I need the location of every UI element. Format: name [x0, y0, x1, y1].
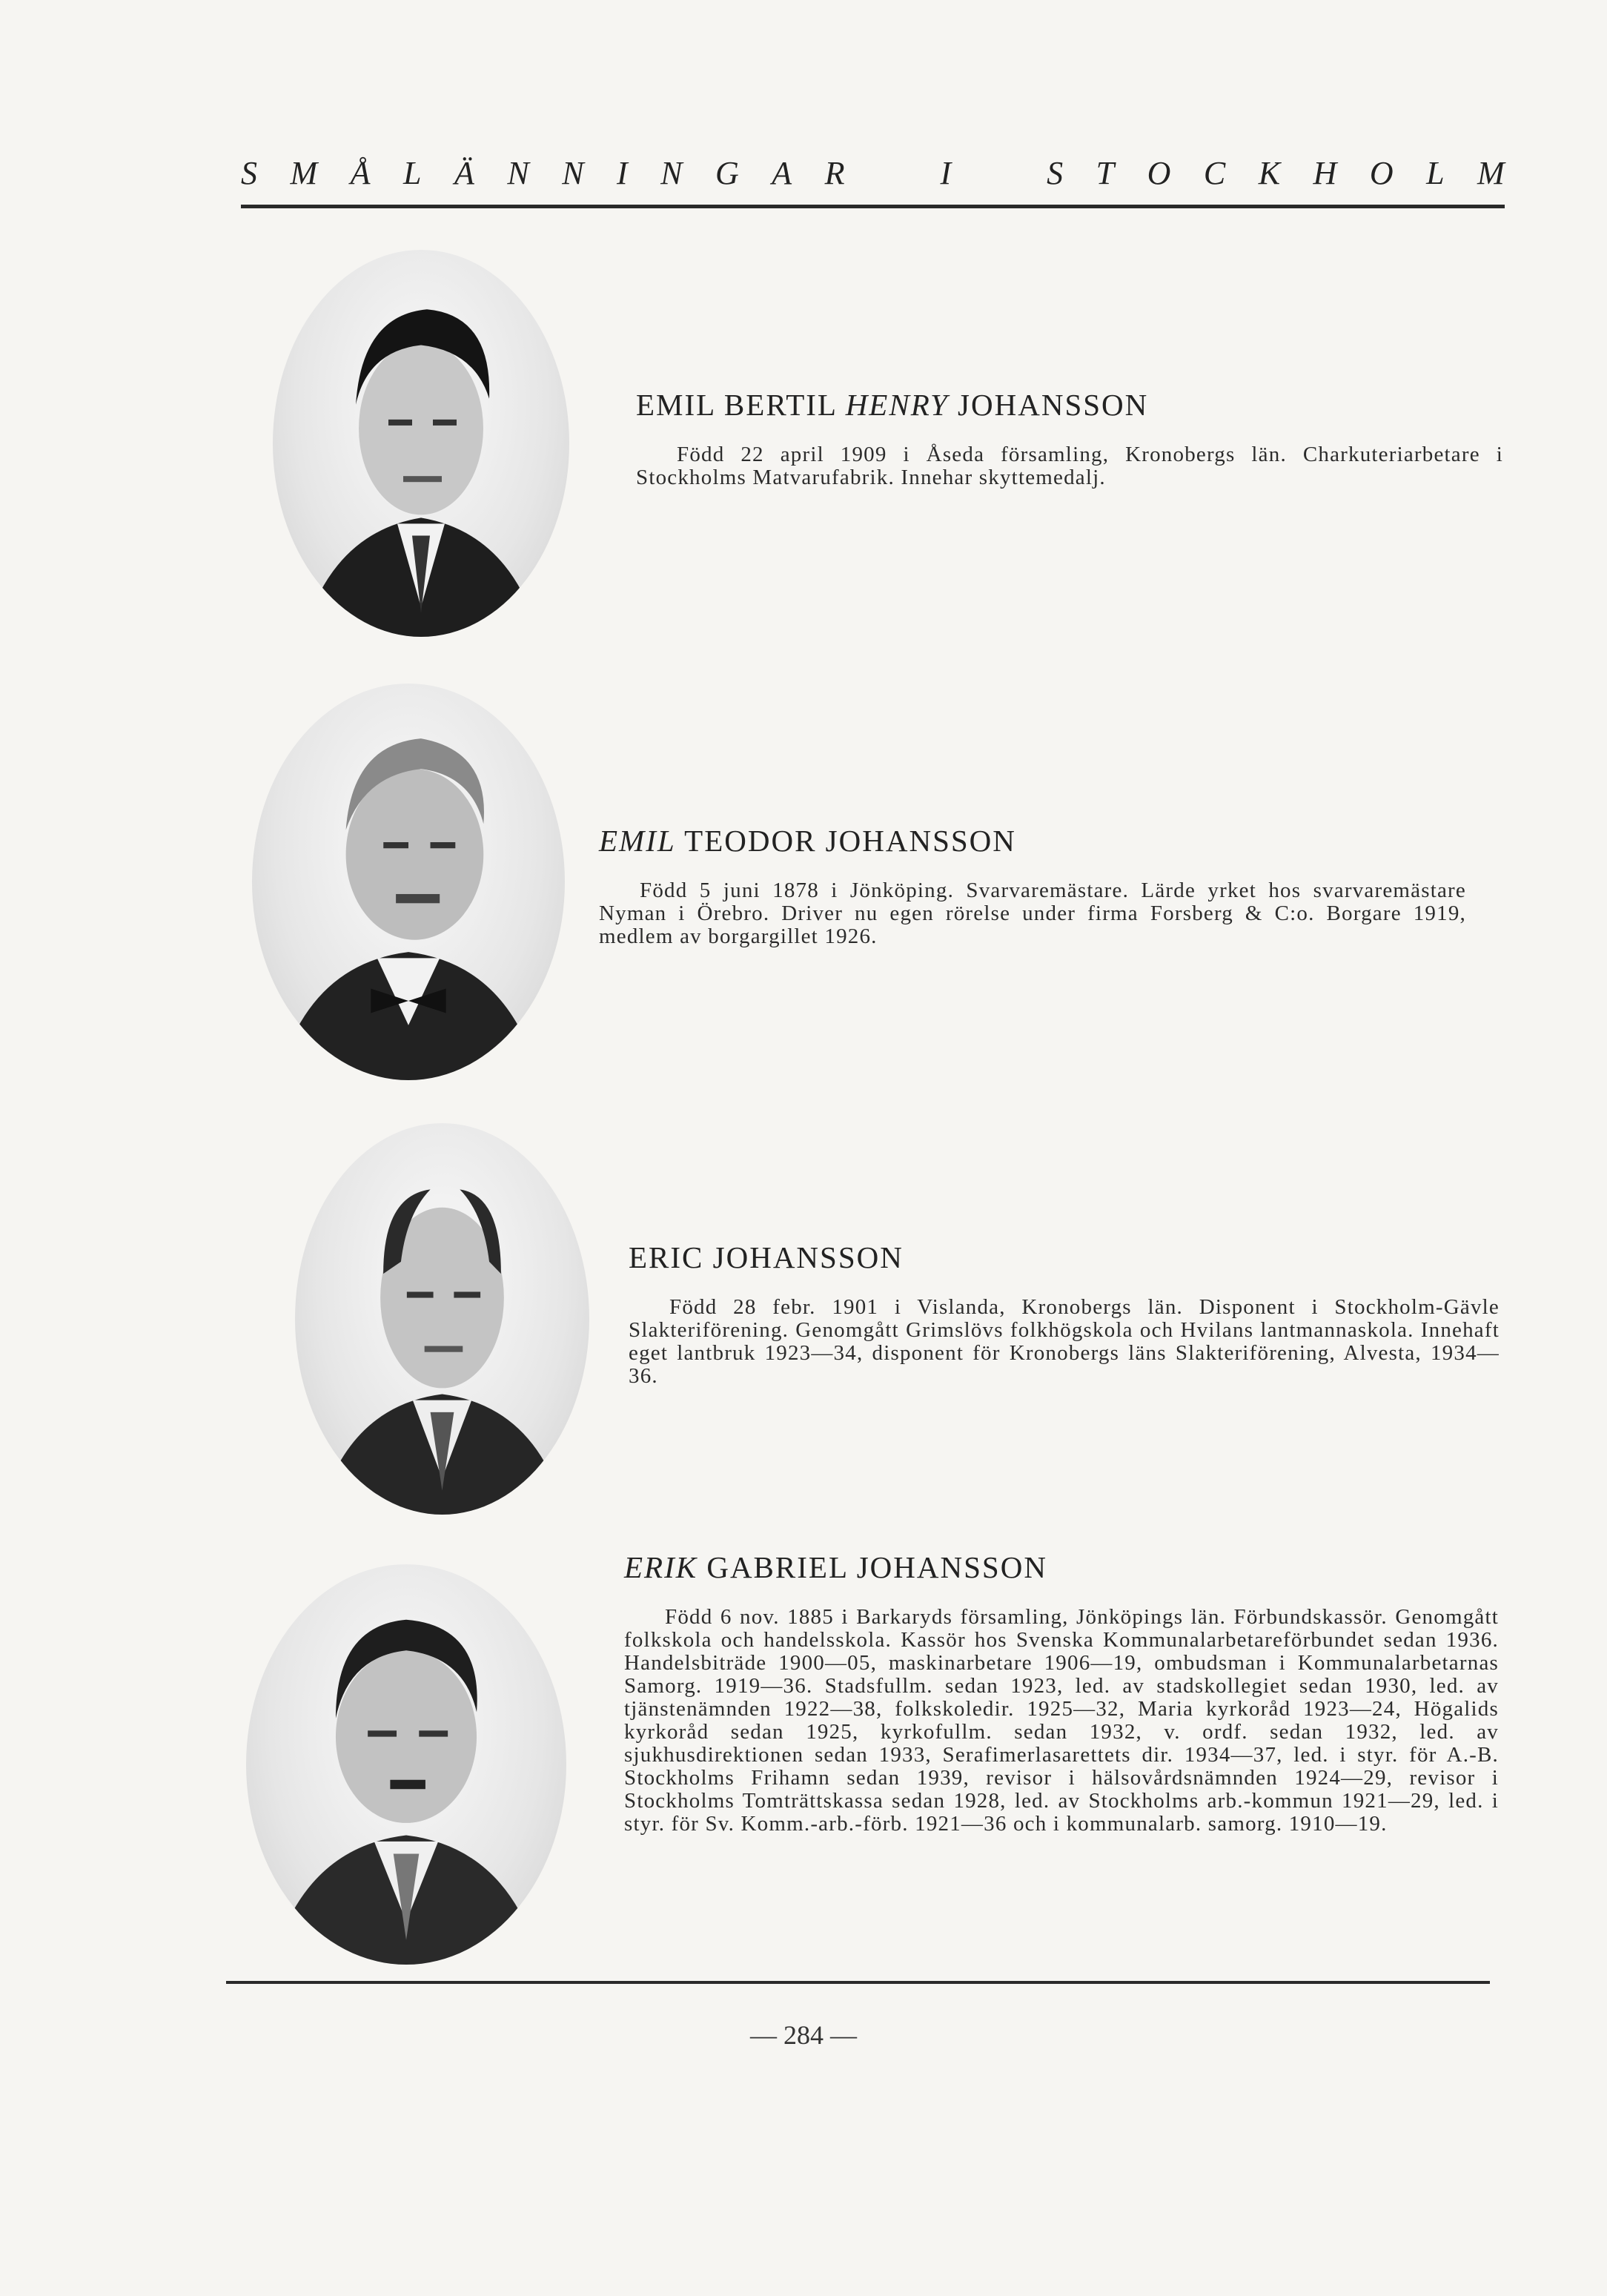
portrait-photo	[252, 684, 565, 1080]
portrait-photo	[246, 1564, 566, 1965]
person-name	[636, 387, 1503, 423]
header-letter: R	[824, 155, 845, 191]
page-number: — 284 —	[750, 2020, 857, 2050]
biography-entry	[629, 1240, 1500, 1388]
header-letter: K	[1258, 155, 1281, 191]
header-letter: G	[715, 155, 739, 191]
portrait-photo	[273, 250, 569, 637]
header-letter: N	[507, 155, 529, 191]
header-letter: T	[1096, 155, 1115, 191]
header-letter: Ä	[454, 155, 474, 191]
biography-text: Född 28 febr. 1901 i Vislanda, Kronobergs län. Disponent i Stockholm-Gävle Slakteriförening. Genomgått Grimslövs folkhögskola och Hvilans lantmannaskola. Innehaft eget lantbruk 1923—34, disponent för Kronobergs läns Slakteriförening, Alvesta, 1934—36.	[629, 1295, 1500, 1388]
header-letter: L	[403, 155, 422, 191]
header-spacer	[984, 154, 1014, 192]
biography-text: Född 22 april 1909 i Åseda församling, Kronobergs län. Charkuteriarbetare i Stockholms Matvarufabrik. Innehar skyttemedalj.	[636, 443, 1503, 489]
header-letter: I	[940, 155, 952, 191]
footer-rule	[226, 1981, 1490, 1984]
header-letter: O	[1147, 155, 1171, 191]
biography-entry	[599, 823, 1466, 948]
header-letter: O	[1369, 155, 1394, 191]
person-name	[624, 1549, 1499, 1585]
name-called: EMIL	[599, 824, 676, 858]
name-part: TEODOR JOHANSSON	[675, 824, 1016, 858]
header-spacer	[878, 154, 907, 192]
header-letter: Å	[350, 155, 371, 191]
header-letter: S	[241, 155, 257, 191]
name-called: HENRY	[845, 388, 949, 422]
name-called: ERIK	[624, 1550, 698, 1584]
header-letter: N	[562, 155, 584, 191]
header-letter: I	[617, 155, 628, 191]
header-letter: A	[772, 155, 792, 191]
header-letter: M	[1477, 155, 1505, 191]
header-letter: S	[1047, 155, 1064, 191]
person-name	[599, 823, 1466, 858]
name-part: JOHANSSON	[948, 388, 1149, 422]
header-letter: H	[1313, 155, 1337, 191]
header-letter: N	[660, 155, 683, 191]
person-name	[629, 1240, 1500, 1275]
running-header	[241, 154, 1505, 192]
header-rule	[241, 205, 1505, 208]
name-part: GABRIEL JOHANSSON	[698, 1550, 1047, 1584]
biography-entry	[624, 1549, 1499, 1836]
biography-text: Född 5 juni 1878 i Jönköping. Svarvaremästare. Lärde yrket hos svarvaremästare Nyman i Örebro. Driver nu egen rörelse under firma Forsberg & C:o. Borgare 1919, medlem av borgargillet 1926.	[599, 879, 1466, 948]
name-part: ERIC JOHANSSON	[629, 1240, 904, 1274]
header-letter: C	[1203, 155, 1226, 191]
name-part: EMIL BERTIL	[636, 388, 846, 422]
portrait-photo	[295, 1123, 589, 1515]
header-letter: M	[290, 155, 318, 191]
biography-entry	[636, 387, 1503, 489]
header-letter: L	[1426, 155, 1445, 191]
biography-text: Född 6 nov. 1885 i Barkaryds församling, Jönköpings län. Förbundskassör. Genomgått folkskola och handelsskola. Kassör hos Svenska Kommunalarbetareförbundet sedan 1936. Handelsbiträde 1900—05, maskinarbetare 1906—19, ombudsman i Kommunalarbetarnas Samorg. 1919—36. Stadsfullm. sedan 1923, led. av stadskollegiet sedan 1930, led. av tjänstenämnden 1922—38, folkskoledir. 1925—32, Maria kyrkoråd 1923—24, Högalids kyrkoråd sedan 1925, kyrkofullm. sedan 1932, v. ordf. sedan 1932, led. av sjukhusdirektionen sedan 1933, Serafimerlasarettets dir. 1934—37, led. i styr. för A.-B. Stockholms Frihamn sedan 1939, revisor i hälsovårdsnämnden 1924—29, revisor i Stockholms Tomträttskassa sedan 1928, led. av Stockholms arb.-kommun 1921—29, led. i styr. för Sv. Komm.-arb.-förb. 1921—36 och i kommunalarb. samorg. 1910—19.	[624, 1605, 1499, 1836]
